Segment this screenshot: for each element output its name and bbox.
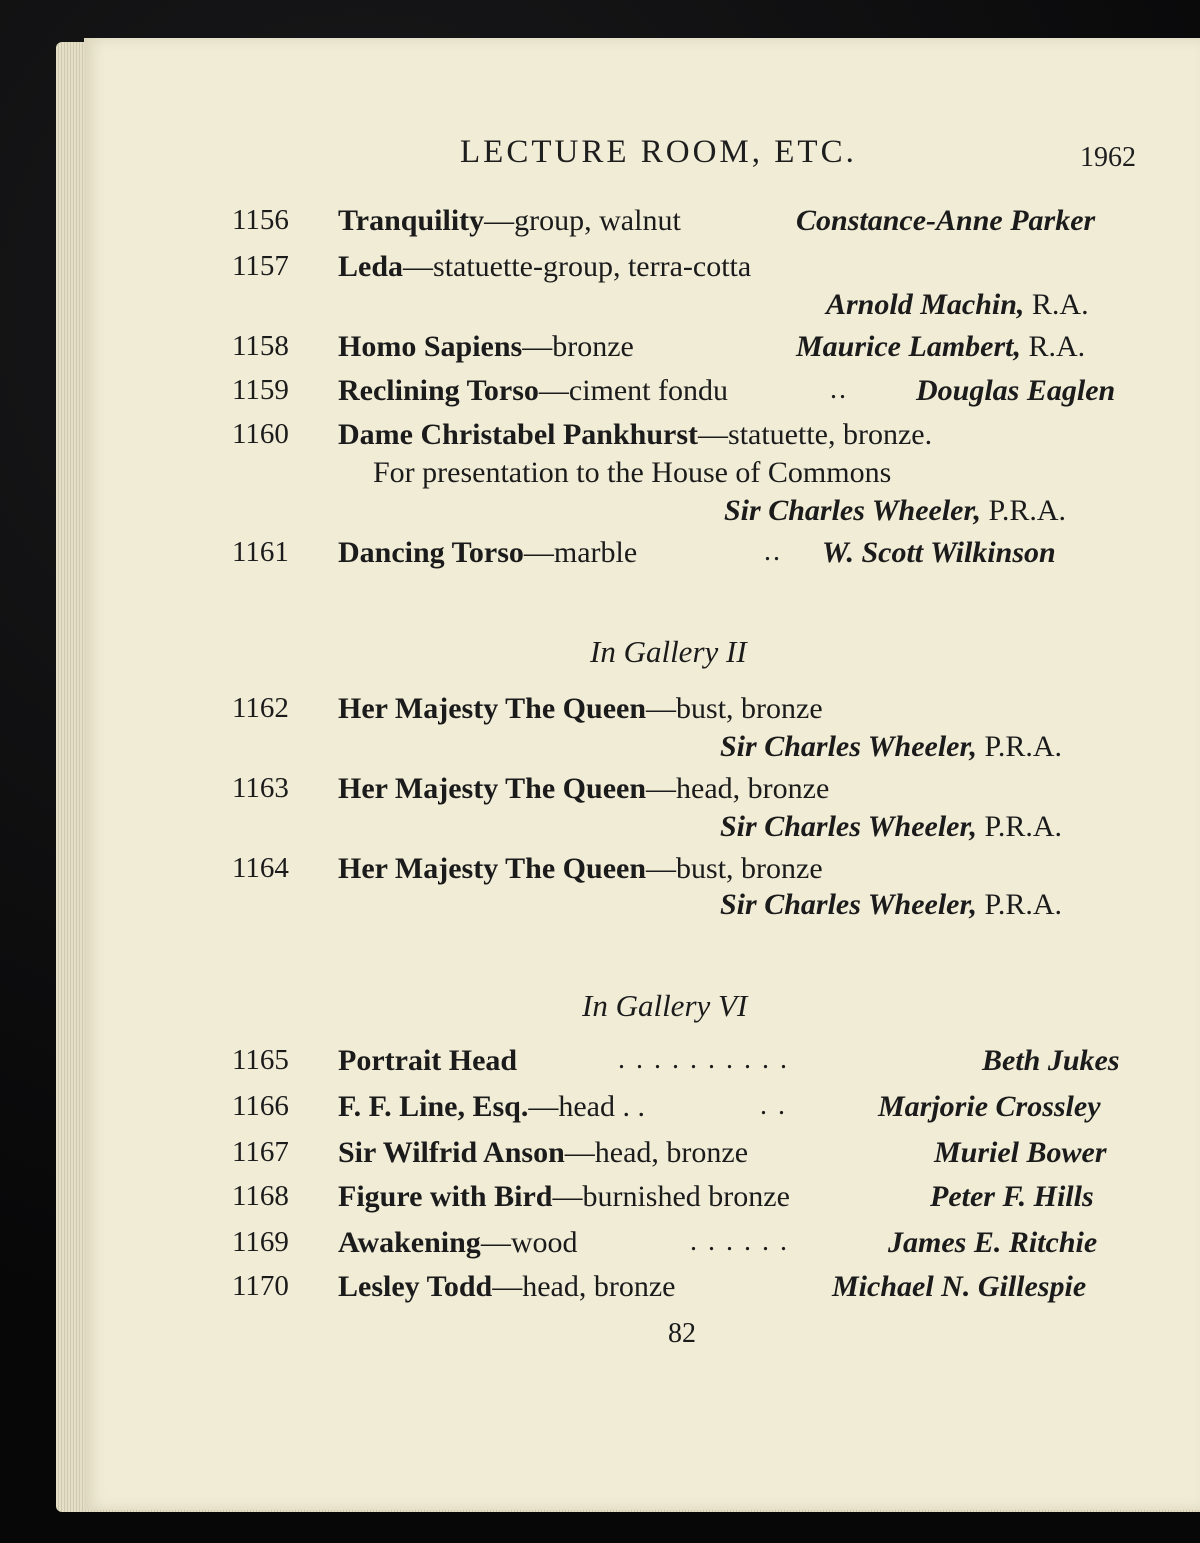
page-number: 82 bbox=[668, 1318, 696, 1349]
entry-1162-artist-line bbox=[0, 730, 1200, 770]
entry-artist: Douglas Eaglen bbox=[916, 374, 1116, 407]
leader-dots: . . . . . . bbox=[690, 1226, 789, 1257]
entry-title: Her Majesty The Queen—head, bronze bbox=[338, 772, 830, 805]
entry-number: 1170 bbox=[232, 1270, 289, 1302]
entry-artist: Muriel Bower bbox=[934, 1136, 1107, 1169]
year: 1962 bbox=[1080, 142, 1136, 173]
entry-number: 1166 bbox=[232, 1090, 289, 1122]
section-heading-gallery-ii: In Gallery II bbox=[590, 634, 747, 669]
entry-1169 bbox=[0, 1226, 1200, 1266]
entry-title: Leda—statuette-group, terra-cotta bbox=[338, 250, 752, 283]
entry-number: 1157 bbox=[232, 250, 289, 282]
entry-1163-artist-line bbox=[0, 810, 1200, 850]
entry-1168 bbox=[0, 1180, 1200, 1220]
entry-number: 1160 bbox=[232, 418, 289, 450]
entry-title: Homo Sapiens—bronze bbox=[338, 330, 634, 363]
entry-artist: James E. Ritchie bbox=[888, 1226, 1098, 1259]
entry-artist: Sir Charles Wheeler, P.R.A. bbox=[724, 494, 1067, 527]
entry-artist: Peter F. Hills bbox=[930, 1180, 1094, 1213]
entry-1167 bbox=[0, 1136, 1200, 1176]
entry-number: 1165 bbox=[232, 1044, 289, 1076]
entry-artist: Michael N. Gillespie bbox=[832, 1270, 1087, 1303]
entry-number: 1161 bbox=[232, 536, 289, 568]
entry-1165 bbox=[0, 1044, 1200, 1084]
entry-artist: Constance-Anne Parker bbox=[796, 204, 1096, 237]
entry-title: Her Majesty The Queen—bust, bronze bbox=[338, 692, 823, 725]
entry-title: Sir Wilfrid Anson—head, bronze bbox=[338, 1136, 749, 1169]
entry-artist: Maurice Lambert, R.A. bbox=[796, 330, 1086, 363]
entry-title: Portrait Head bbox=[338, 1044, 518, 1077]
entry-title: Awakening—wood bbox=[338, 1226, 578, 1259]
entry-number: 1167 bbox=[232, 1136, 289, 1168]
entry-artist: Sir Charles Wheeler, P.R.A. bbox=[720, 810, 1063, 843]
entry-1164 bbox=[0, 852, 1200, 892]
entry-artist: W. Scott Wilkinson bbox=[822, 536, 1056, 569]
entry-artist: Marjorie Crossley bbox=[878, 1090, 1101, 1123]
entry-1159 bbox=[0, 374, 1200, 414]
entry-note: For presentation to the House of Commons bbox=[373, 456, 892, 489]
entry-number: 1156 bbox=[232, 204, 289, 236]
entry-1156 bbox=[0, 204, 1200, 244]
section-heading-gallery-vi: In Gallery VI bbox=[582, 988, 748, 1023]
running-head: LECTURE ROOM, ETC. bbox=[460, 134, 857, 170]
entry-title: Tranquility—group, walnut bbox=[338, 204, 681, 237]
entry-artist: Beth Jukes bbox=[982, 1044, 1120, 1077]
leader-dots: . . bbox=[760, 1090, 787, 1121]
entry-number: 1159 bbox=[232, 374, 289, 406]
entry-1157 bbox=[0, 250, 1200, 290]
entry-number: 1169 bbox=[232, 1226, 289, 1258]
entry-artist: Sir Charles Wheeler, P.R.A. bbox=[720, 730, 1063, 763]
entry-title: Dame Christabel Pankhurst—statuette, bronze. bbox=[338, 418, 933, 451]
entry-1160-artist-line bbox=[0, 494, 1200, 534]
entry-artist: Sir Charles Wheeler, P.R.A. bbox=[720, 888, 1063, 921]
entry-number: 1158 bbox=[232, 330, 289, 362]
entry-1160 bbox=[0, 418, 1200, 458]
entry-1166 bbox=[0, 1090, 1200, 1130]
entry-number: 1163 bbox=[232, 772, 289, 804]
entry-title: Dancing Torso—marble bbox=[338, 536, 638, 569]
entry-title: Figure with Bird—burnished bronze bbox=[338, 1180, 790, 1213]
entry-1157-artist-line bbox=[0, 288, 1200, 328]
entry-1170 bbox=[0, 1270, 1200, 1310]
entry-title: Her Majesty The Queen—bust, bronze bbox=[338, 852, 823, 885]
entry-number: 1164 bbox=[232, 852, 289, 884]
entry-number: 1162 bbox=[232, 692, 289, 724]
entry-1161 bbox=[0, 536, 1200, 576]
entry-1158 bbox=[0, 330, 1200, 370]
leader-dots: . . . . . . . . . . bbox=[618, 1044, 789, 1075]
entry-artist: Arnold Machin, R.A. bbox=[826, 288, 1089, 321]
entry-1162 bbox=[0, 692, 1200, 732]
entry-title: Lesley Todd—head, bronze bbox=[338, 1270, 676, 1303]
entry-number: 1168 bbox=[232, 1180, 289, 1212]
entry-title: Reclining Torso—ciment fondu bbox=[338, 374, 729, 407]
leader-dots: .. bbox=[764, 536, 782, 567]
entry-1163 bbox=[0, 772, 1200, 812]
entry-title: F. F. Line, Esq.—head . . bbox=[338, 1090, 645, 1123]
entry-1164-artist-line bbox=[0, 888, 1200, 928]
leader-dots: .. bbox=[830, 374, 848, 405]
